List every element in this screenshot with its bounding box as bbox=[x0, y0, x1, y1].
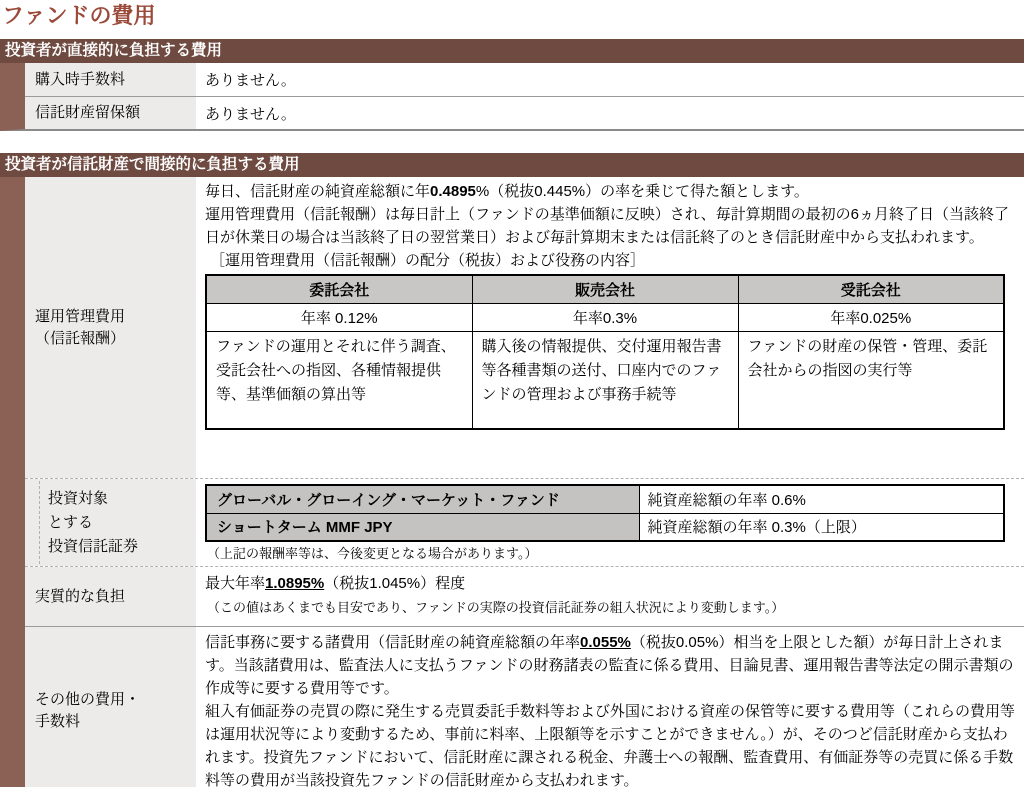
row-label-target-securities bbox=[25, 479, 196, 566]
allocation-table-caption: ［運用管理費用（信託報酬）の配分（税抜）および役務の内容］ bbox=[210, 252, 646, 269]
section-indirect-header-bar: 投資者が信託財産で間接的に負担する費用 bbox=[0, 153, 1024, 177]
target-fund-table bbox=[205, 484, 1005, 542]
management-fee-paragraph-2: 運用管理費用（信託報酬）は毎日計上（ファンドの基準価額に反映）され、毎計算期間の最初の6ヵ月終了日（当該終了日が休業日の場合は当該終了日の翌営業日）および毎計算期末または信託終了のとき信託財産中から支払われます。 bbox=[205, 206, 1009, 246]
section-indirect-costs bbox=[0, 153, 1024, 787]
row-label-purchase-fee: 購入時手数料 bbox=[25, 63, 196, 96]
table-row-purchase-fee bbox=[25, 63, 1024, 96]
management-fee-paragraph-1 bbox=[205, 180, 1016, 203]
fund-name-cell-global-growing: グローバル・グローイング・マーケット・ファンド bbox=[206, 485, 639, 513]
table-row-actual-burden bbox=[25, 567, 1024, 626]
allocation-duty-row bbox=[206, 331, 1004, 429]
actual-max-rate-bold: 1.0895% bbox=[265, 575, 325, 592]
table-row-target-securities bbox=[25, 478, 1024, 567]
fund-fee-cell-short-term-mmf: 純資産総額の年率 0.3%（上限） bbox=[639, 513, 1004, 541]
row-label-actual-burden: 実質的な負担 bbox=[25, 567, 196, 626]
rate-cell-distributor: 年率0.3% bbox=[472, 303, 738, 331]
section-direct-body bbox=[0, 63, 1024, 131]
actual-line-post: （税抜1.045%）程度 bbox=[324, 575, 466, 592]
duty-cell-trustor: ファンドの運用とそれに伴う調査、受託会社への指図、各種情報提供等、基準価額の算出等 bbox=[206, 331, 472, 429]
rate-cell-trustee: 年率0.025% bbox=[738, 303, 1004, 331]
other-p1-pre: 信託事務に要する諸費用（信託財産の純資産総額の年率 bbox=[205, 634, 581, 651]
header-cell-distributor: 販売会社 bbox=[472, 275, 738, 303]
row-label-other-costs bbox=[25, 627, 196, 787]
section-indirect-body bbox=[0, 177, 1024, 787]
allocation-header-row bbox=[206, 275, 1004, 303]
actual-burden-line bbox=[205, 572, 1016, 596]
other-costs-paragraph-1 bbox=[205, 631, 1016, 700]
fund-row-short-term-mmf bbox=[206, 513, 1004, 541]
other-costs-paragraph-2: 組入有価証券の売買の際に発生する売買委託手数料等および外国における資産の保管等に要する費用等（これらの費用等は運用状況等により変動するため、事前に料率、上限額等を示すことができません。）が、そのつど信託財産から支払われます。投資先ファンドにおいて、信託財産に課される税金、弁護士への報酬、監査費用、有価証券等の売買に係る手数料等の費用が当該投資先ファンドの信託財産から支払われます。 bbox=[205, 703, 1016, 787]
header-cell-trustee: 受託会社 bbox=[738, 275, 1004, 303]
row-value-other-costs bbox=[196, 627, 1024, 787]
actual-burden-note: （この値はあくまでも目安であり、ファンドの実際の投資信託証券の組入状況により変動します。） bbox=[207, 600, 785, 615]
row-value-retention-amount: ありません。 bbox=[196, 97, 1024, 129]
mgmt-p1-post: %（税抜0.445%）の率を乗じて得た額とします。 bbox=[475, 183, 809, 200]
fund-name-cell-short-term-mmf: ショートターム MMF JPY bbox=[206, 513, 639, 541]
row-value-management-fee bbox=[196, 177, 1024, 478]
section-direct-costs bbox=[0, 39, 1024, 131]
row-label-management-fee bbox=[25, 177, 196, 478]
table-row-retention-amount bbox=[25, 96, 1024, 129]
target-label-line3: 投資信託証券 bbox=[48, 537, 139, 555]
other-p1-rate-bold: 0.055% bbox=[580, 634, 631, 651]
target-label-line2: とする bbox=[48, 513, 94, 531]
row-value-actual-burden bbox=[196, 567, 1024, 626]
page-title: ファンドの費用 bbox=[2, 3, 156, 28]
duty-cell-trustee: ファンドの財産の保管・管理、委託会社からの指図の実行等 bbox=[738, 331, 1004, 429]
table-row-other-costs bbox=[25, 626, 1024, 787]
target-fee-change-note: （上記の報酬率等は、今後変更となる場合があります。） bbox=[207, 546, 538, 561]
mgmt-p1-pre: 毎日、信託財産の純資産総額に年 bbox=[205, 183, 431, 200]
target-securities-label-box bbox=[39, 481, 192, 564]
row-label-retention-amount: 信託財産留保額 bbox=[25, 97, 196, 129]
mgmt-p1-rate-bold: 0.4895 bbox=[430, 183, 476, 200]
table-row-management-fee bbox=[25, 177, 1024, 478]
other-p1-post: （税抜0.05%）相当を上限とした額）が毎日計上されます。当該諸費用は、監査法人に支払うファンドの財務諸表の監査に係る費用、目論見書、運用報告書等法定の開示書類の作成等に要する費用等です。 bbox=[205, 634, 1014, 697]
target-label-line1: 投資対象 bbox=[48, 489, 109, 507]
management-fee-label-line2: （信託報酬） bbox=[35, 329, 126, 347]
fund-row-global-growing bbox=[206, 485, 1004, 513]
rate-cell-trustor: 年率 0.12% bbox=[206, 303, 472, 331]
allocation-rate-row bbox=[206, 303, 1004, 331]
other-costs-label-line1: その他の費用・ bbox=[35, 691, 141, 708]
management-fee-label-line1: 運用管理費用 bbox=[35, 307, 126, 325]
actual-line-pre: 最大年率 bbox=[205, 575, 266, 592]
section-direct-header-bar: 投資者が直接的に負担する費用 bbox=[0, 39, 1024, 63]
duty-cell-distributor: 購入後の情報提供、交付運用報告書等各種書類の送付、口座内でのファンドの管理および事務手続等 bbox=[472, 331, 738, 429]
allocation-table bbox=[205, 274, 1005, 430]
row-value-purchase-fee: ありません。 bbox=[196, 63, 1024, 96]
fund-fee-cell-global-growing: 純資産総額の年率 0.6% bbox=[639, 485, 1004, 513]
other-costs-label-line2: 手数料 bbox=[35, 713, 81, 730]
row-value-target-securities bbox=[196, 479, 1024, 566]
header-cell-trustor: 委託会社 bbox=[206, 275, 472, 303]
